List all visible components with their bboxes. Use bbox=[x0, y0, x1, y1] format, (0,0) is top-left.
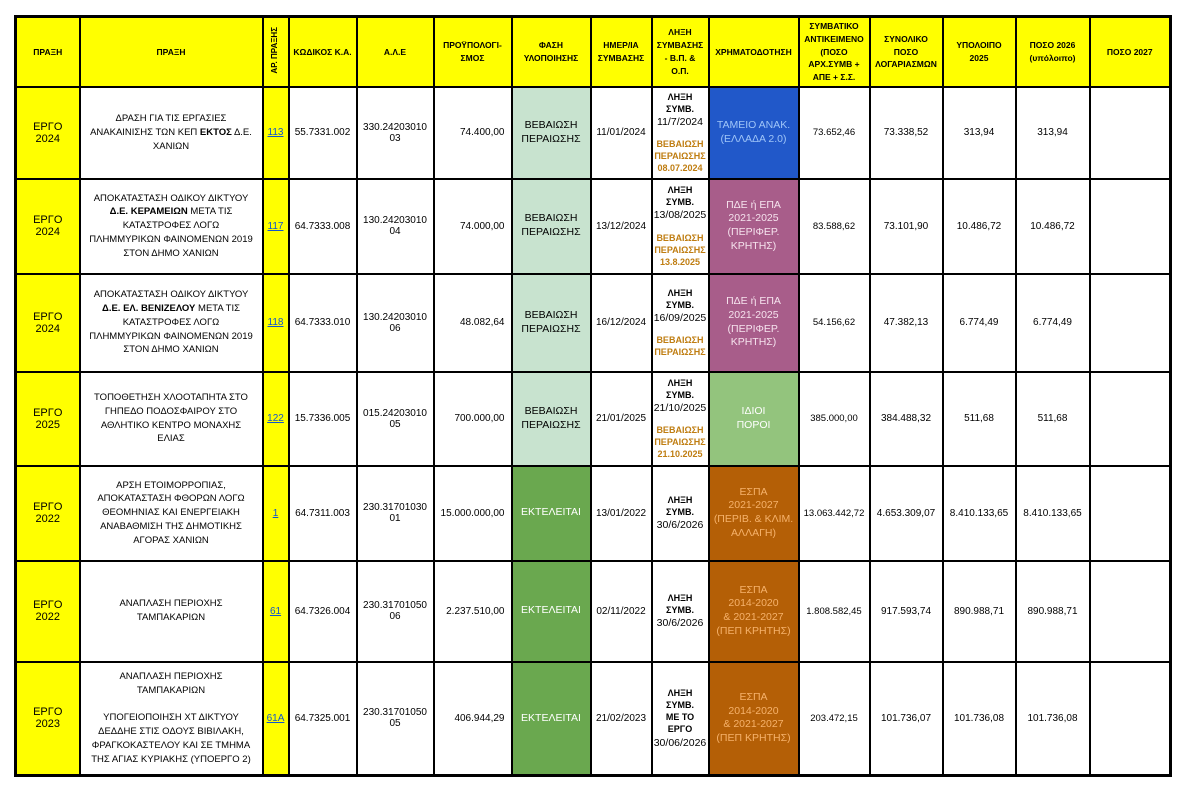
funding-line: ΤΑΜΕΙΟ ΑΝΑΚ. bbox=[716, 119, 791, 132]
praxis-number-link[interactable]: 1 bbox=[272, 507, 279, 519]
cell-total-accounts: 384.488,32 bbox=[870, 372, 943, 466]
funding-line: ΕΣΠΑ bbox=[739, 583, 768, 596]
description-paragraph bbox=[87, 479, 256, 548]
cell-project-description bbox=[80, 179, 263, 274]
funding-line: 2014-2020 bbox=[728, 704, 779, 717]
cell-remainder-2025: 10.486,72 bbox=[943, 179, 1016, 274]
cell-total-accounts: 73.338,52 bbox=[870, 87, 943, 179]
cell-amount-2026: 10.486,72 bbox=[1016, 179, 1090, 274]
completion-note: 13.8.2025 bbox=[659, 256, 701, 267]
funding-source-cell bbox=[709, 662, 799, 776]
cell-contract-date: 13/12/2024 bbox=[591, 179, 652, 274]
column-header-label: ΠΟΣΟ 2027 bbox=[1106, 46, 1153, 57]
column-header-label: ΦΑΣΗ ΥΛΟΠΟΙΗΣΗΣ bbox=[523, 40, 579, 63]
cell-amount-2026: 511,68 bbox=[1016, 372, 1090, 466]
header-row bbox=[16, 17, 1171, 87]
cell-ergo-year: ΕΡΓΟ 2022 bbox=[16, 466, 80, 561]
cell-ergo-year: ΕΡΓΟ 2024 bbox=[16, 87, 80, 179]
cell-project-description bbox=[80, 561, 263, 662]
cell-kodikos-ka: 15.7336.005 bbox=[289, 372, 357, 466]
cell-total-accounts: 47.382,13 bbox=[870, 274, 943, 372]
spacer bbox=[654, 223, 707, 232]
funding-line: ΠΔΕ ή ΕΠΑ bbox=[726, 295, 781, 308]
expiry-label: ΛΗΞΗ bbox=[667, 494, 693, 505]
cell-budget: 48.082,64 bbox=[434, 274, 512, 372]
spacer bbox=[654, 325, 707, 334]
column-header-desc bbox=[80, 17, 263, 87]
cell-amount-2027 bbox=[1090, 372, 1171, 466]
cell-kodikos-ka: 64.7311.003 bbox=[289, 466, 357, 561]
cell-contract-date: 21/01/2025 bbox=[591, 372, 652, 466]
completion-note: ΠΕΡΑΙΩΣΗΣ bbox=[654, 244, 706, 255]
expiry-label: ΣΥΜΒ. bbox=[666, 103, 694, 114]
funding-source-cell bbox=[709, 466, 799, 561]
cell-contract-expiry bbox=[652, 662, 709, 776]
cell-contract-date: 16/12/2024 bbox=[591, 274, 652, 372]
cell-project-description bbox=[80, 372, 263, 466]
phase-status-badge: ΒΕΒΑΙΩΣΗ ΠΕΡΑΙΩΣΗΣ bbox=[512, 87, 591, 179]
expiry-date: 16/09/2025 bbox=[653, 312, 707, 325]
cell-contract-expiry bbox=[652, 466, 709, 561]
column-header-label: ΠΡΟΫΠΟΛΟΓΙ-ΣΜΟΣ bbox=[443, 40, 502, 63]
expiry-date: 30/6/2026 bbox=[656, 519, 704, 532]
funding-line: (ΠΕΡΙΦΕΡ. bbox=[727, 322, 780, 335]
expiry-label: ΛΗΞΗ bbox=[667, 287, 693, 298]
praxis-number-link[interactable]: 61Α bbox=[266, 712, 285, 724]
cell-contract-date: 11/01/2024 bbox=[591, 87, 652, 179]
cell-budget: 74.000,00 bbox=[434, 179, 512, 274]
praxis-number-link[interactable]: 118 bbox=[267, 317, 284, 329]
column-header-date bbox=[591, 17, 652, 87]
cell-remainder-2025: 8.410.133,65 bbox=[943, 466, 1016, 561]
funding-line: 2021-2025 bbox=[728, 308, 779, 321]
column-header-ar bbox=[263, 17, 289, 87]
column-header-label: ΠΟΣΟ 2026 (υπόλοιπο) bbox=[1029, 40, 1076, 63]
cell-contract-expiry bbox=[652, 274, 709, 372]
cell-kodikos-ka: 64.7333.008 bbox=[289, 179, 357, 274]
description-text: ΔΡΑΣΗ ΓΙΑ ΤΙΣ ΕΡΓΑΣΙΕΣ ΑΝΑΚΑΙΝΙΣΗΣ ΤΩΝ ΚΕΠ bbox=[90, 113, 227, 138]
phase-status-badge: ΒΕΒΑΙΩΣΗ ΠΕΡΑΙΩΣΗΣ bbox=[512, 274, 591, 372]
funding-source-cell bbox=[709, 274, 799, 372]
praxis-number-link[interactable]: 113 bbox=[267, 127, 284, 139]
cell-contract-expiry bbox=[652, 372, 709, 466]
column-header-phase bbox=[512, 17, 591, 87]
cell-project-description bbox=[80, 87, 263, 179]
cell-praxis-number bbox=[263, 274, 289, 372]
expiry-label: ΜΕ ΤΟ ΕΡΓΟ bbox=[665, 712, 695, 735]
cell-kodikos-ka: 55.7331.002 bbox=[289, 87, 357, 179]
description-text: ΤΟΠΟΘΕΤΗΣΗ ΧΛΟΟΤΑΠΗΤΑ ΣΤΟ ΓΗΠΕΔΟ ΠΟΔΟΣΦΑΙΡΟΥ ΣΤΟ ΑΘΛΗΤΙΚΟ ΚΕΝΤΡΟ ΜΟΝΑΧΗΣ ΕΛΙΑΣ bbox=[94, 392, 248, 445]
funding-line: 2021-2027 bbox=[728, 499, 779, 512]
cell-kodikos-ka: 64.7333.010 bbox=[289, 274, 357, 372]
cell-ale: 130.2420301004 bbox=[357, 179, 434, 274]
funding-line: & 2021-2027 bbox=[723, 718, 784, 731]
phase-status-badge: ΕΚΤΕΛΕΙΤΑΙ bbox=[512, 561, 591, 662]
description-text: ΑΠΟΚΑΤΑΣΤΑΣΗ ΟΔΙΚΟΥ ΔΙΚΤΥΟΥ bbox=[93, 192, 249, 204]
cell-praxis-number bbox=[263, 372, 289, 466]
funding-line: 2021-2025 bbox=[728, 212, 779, 225]
description-paragraph bbox=[87, 670, 256, 698]
cell-amount-2026: 6.774,49 bbox=[1016, 274, 1090, 372]
cell-contract-amount: 13.063.442,72 bbox=[799, 466, 870, 561]
completion-note: 08.07.2024 bbox=[657, 163, 703, 174]
cell-ergo-year: ΕΡΓΟ 2023 bbox=[16, 662, 80, 776]
cell-ergo-year: ΕΡΓΟ 2024 bbox=[16, 179, 80, 274]
description-paragraph bbox=[87, 597, 256, 625]
phase-status-badge: ΒΕΒΑΙΩΣΗ ΠΕΡΑΙΩΣΗΣ bbox=[512, 372, 591, 466]
funding-line: ΚΡΗΤΗΣ) bbox=[730, 239, 777, 252]
cell-total-accounts: 917.593,74 bbox=[870, 561, 943, 662]
column-header-label: ΧΡΗΜΑΤΟΔΟΤΗΣΗ bbox=[715, 46, 792, 57]
column-header-expiry bbox=[652, 17, 709, 87]
column-header-label: ΣΥΜΒΑΤΙΚΟ ΑΝΤΙΚΕΙΜΕΝΟ (ΠΟΣΟ ΑΡΧ.ΣΥΜΒ + ΑΠΕ + Σ.Σ. bbox=[804, 21, 864, 82]
completion-note: ΠΕΡΑΙΩΣΗΣ bbox=[654, 437, 706, 448]
cell-ergo-year: ΕΡΓΟ 2025 bbox=[16, 372, 80, 466]
cell-praxis-number bbox=[263, 662, 289, 776]
cell-amount-2026: 101.736,08 bbox=[1016, 662, 1090, 776]
cell-contract-expiry bbox=[652, 87, 709, 179]
expiry-label: ΛΗΞΗ bbox=[667, 592, 693, 603]
spacer bbox=[654, 129, 707, 138]
column-header-amt2027 bbox=[1090, 17, 1171, 87]
column-header-amt2026 bbox=[1016, 17, 1090, 87]
funding-line: & 2021-2027 bbox=[723, 611, 784, 624]
praxis-number-link[interactable]: 117 bbox=[267, 220, 284, 232]
cell-contract-amount: 385.000,00 bbox=[799, 372, 870, 466]
cell-budget: 700.000,00 bbox=[434, 372, 512, 466]
cell-praxis-number bbox=[263, 179, 289, 274]
table-row bbox=[16, 662, 1171, 776]
cell-amount-2027 bbox=[1090, 179, 1171, 274]
description-paragraph bbox=[87, 288, 256, 357]
cell-contract-amount: 73.652,46 bbox=[799, 87, 870, 179]
funding-line: (ΠΕΠ ΚΡΗΤΗΣ) bbox=[716, 624, 791, 637]
description-paragraph bbox=[87, 192, 256, 261]
cell-budget: 74.400,00 bbox=[434, 87, 512, 179]
column-header-label: ΥΠΟΛΟΙΠΟ 2025 bbox=[956, 40, 1002, 63]
cell-remainder-2025: 890.988,71 bbox=[943, 561, 1016, 662]
table-row bbox=[16, 561, 1171, 662]
funding-line: ΑΛΛΑΓΗ) bbox=[731, 526, 776, 539]
description-text: ΑΝΑΠΛΑΣΗ ΠΕΡΙΟΧΗΣ ΤΑΜΠΑΚΑΡΙΩΝ bbox=[119, 671, 223, 697]
description-paragraph bbox=[87, 391, 256, 446]
cell-ale: 015.2420301005 bbox=[357, 372, 434, 466]
funding-source-cell bbox=[709, 87, 799, 179]
cell-project-description bbox=[80, 274, 263, 372]
column-header-label: ΠΡΑΞΗ bbox=[156, 46, 186, 57]
expiry-label: ΛΗΞΗ bbox=[667, 688, 693, 698]
cell-amount-2026: 313,94 bbox=[1016, 87, 1090, 179]
funding-line: ΠΟΡΟΙ bbox=[736, 418, 771, 431]
cell-amount-2026: 8.410.133,65 bbox=[1016, 466, 1090, 561]
cell-remainder-2025: 6.774,49 bbox=[943, 274, 1016, 372]
funding-line: (ΠΕΡΙΦΕΡ. bbox=[727, 226, 780, 239]
phase-status-badge: ΒΕΒΑΙΩΣΗ ΠΕΡΑΙΩΣΗΣ bbox=[512, 179, 591, 274]
cell-budget: 406.944,29 bbox=[434, 662, 512, 776]
funding-source-cell bbox=[709, 372, 799, 466]
cell-ale: 230.3170103001 bbox=[357, 466, 434, 561]
cell-remainder-2025: 511,68 bbox=[943, 372, 1016, 466]
expiry-label: ΣΥΜΒ. bbox=[666, 389, 694, 400]
expiry-date: 11/7/2024 bbox=[657, 116, 703, 129]
completion-note: ΠΕΡΑΙΩΣΗΣ bbox=[654, 151, 706, 162]
praxis-number-link[interactable]: 61 bbox=[269, 605, 282, 617]
cell-contract-date: 02/11/2022 bbox=[591, 561, 652, 662]
table-row bbox=[16, 274, 1171, 372]
funding-line: 2014-2020 bbox=[728, 597, 779, 610]
funding-line: ΠΔΕ ή ΕΠΑ bbox=[726, 198, 781, 211]
cell-project-description bbox=[80, 662, 263, 776]
expiry-label: ΣΥΜΒ. bbox=[666, 507, 694, 518]
cell-budget: 2.237.510,00 bbox=[434, 561, 512, 662]
description-paragraph bbox=[87, 711, 256, 766]
funding-line: ΕΣΠΑ bbox=[739, 691, 768, 704]
expiry-label: ΛΗΞΗ bbox=[667, 377, 693, 388]
completion-note: 21.10.2025 bbox=[657, 449, 703, 460]
cell-remainder-2025: 101.736,08 bbox=[943, 662, 1016, 776]
cell-contract-date: 13/01/2022 bbox=[591, 466, 652, 561]
cell-project-description bbox=[80, 466, 263, 561]
expiry-date: 13/08/2025 bbox=[653, 209, 707, 222]
cell-contract-amount: 54.156,62 bbox=[799, 274, 870, 372]
completion-note: ΠΕΡΑΙΩΣΗΣ bbox=[654, 347, 706, 358]
completion-note: ΒΕΒΑΙΩΣΗ bbox=[656, 335, 704, 346]
funding-source-cell bbox=[709, 179, 799, 274]
expiry-label: ΣΥΜΒ. bbox=[666, 197, 694, 208]
expiry-date: 21/10/2025 bbox=[653, 401, 707, 414]
expiry-label: ΣΥΜΒ. bbox=[666, 700, 694, 711]
table-row bbox=[16, 179, 1171, 274]
funding-source-cell bbox=[709, 561, 799, 662]
phase-status-badge: ΕΚΤΕΛΕΙΤΑΙ bbox=[512, 662, 591, 776]
column-header-label: Α.Λ.Ε bbox=[383, 46, 407, 57]
expiry-label: ΛΗΞΗ bbox=[667, 185, 693, 196]
cell-ergo-year: ΕΡΓΟ 2022 bbox=[16, 561, 80, 662]
cell-remainder-2025: 313,94 bbox=[943, 87, 1016, 179]
column-header-funding bbox=[709, 17, 799, 87]
cell-amount-2026: 890.988,71 bbox=[1016, 561, 1090, 662]
cell-budget: 15.000.000,00 bbox=[434, 466, 512, 561]
cell-kodikos-ka: 64.7326.004 bbox=[289, 561, 357, 662]
expiry-date: 30/6/2026 bbox=[656, 617, 704, 630]
description-text: ΕΚΤΟΣ bbox=[199, 126, 232, 138]
column-header-label: ΠΡΑΞΗ bbox=[33, 46, 63, 57]
column-header-label: ΚΩΔΙΚΟΣ Κ.Α. bbox=[293, 46, 352, 57]
description-text: ΜΕΤΑ ΤΙΣ ΚΑΤΑΣΤΡΟΦΕΣ ΛΟΓΩ ΠΛΗΜΜΥΡΙΚΩΝ ΦΑΙΝΟΜΕΝΩΝ 2019 ΣΤΟΝ ΔΗΜΟ ΧΑΝΙΩΝ bbox=[89, 206, 253, 259]
cell-amount-2027 bbox=[1090, 561, 1171, 662]
funding-line: ΙΔΙΟΙ bbox=[741, 404, 766, 417]
expiry-label: ΣΥΜΒ. bbox=[666, 299, 694, 310]
completion-note: ΒΕΒΑΙΩΣΗ bbox=[656, 425, 704, 436]
cell-contract-expiry bbox=[652, 561, 709, 662]
cell-praxis-number bbox=[263, 561, 289, 662]
column-header-label: ΑΡ. ΠΡΑΞΗΣ bbox=[270, 26, 280, 74]
cell-amount-2027 bbox=[1090, 466, 1171, 561]
column-header-ergo bbox=[16, 17, 80, 87]
cell-contract-expiry bbox=[652, 179, 709, 274]
column-header-budget bbox=[434, 17, 512, 87]
expiry-label: ΣΥΜΒ. bbox=[666, 605, 694, 616]
description-text: ΑΡΣΗ ΕΤΟΙΜΟΡΡΟΠΙΑΣ, ΑΠΟΚΑΤΑΣΤΑΣΗ ΦΘΟΡΩΝ ΛΟΓΩ ΘΕΟΜΗΝΙΑΣ ΚΑΙ ΕΝΕΡΓΕΙΑΚΗ ΑΝΑΒΑΘΜΙΣΗ ΤΗΣ ΔΗΜΟΤΙΚΗΣ ΑΓΟΡΑΣ ΧΑΝΙΩΝ bbox=[97, 479, 245, 546]
cell-amount-2027 bbox=[1090, 662, 1171, 776]
projects-table bbox=[14, 15, 1172, 777]
funding-line: ΚΡΗΤΗΣ) bbox=[730, 336, 777, 349]
description-paragraph bbox=[87, 112, 256, 153]
expiry-date: 30/06/2026 bbox=[653, 736, 707, 749]
column-header-ale bbox=[357, 17, 434, 87]
description-text: ΥΠΟΓΕΙΟΠΟΙΗΣΗ ΧΤ ΔΙΚΤΥΟΥ ΔΕΔΔΗΕ ΣΤΙΣ ΟΔΟΥΣ ΒΙΒΙΛΑΚΗ, ΦΡΑΓΚΟΚΑΣΤΕΛΟΥ ΚΑΙ ΣΕ ΤΜΗΜΑ ΤΗΣ ΑΓΙΑΣ ΚΥΡΙΑΚΗΣ (ΥΠΟΕΡΓΟ 2) bbox=[91, 712, 251, 765]
cell-total-accounts: 101.736,07 bbox=[870, 662, 943, 776]
cell-total-accounts: 73.101,90 bbox=[870, 179, 943, 274]
cell-kodikos-ka: 64.7325.001 bbox=[289, 662, 357, 776]
column-header-label: ΣΥΝΟΛΙΚΟ ΠΟΣΟ ΛΟΓΑΡΙΑΣΜΩΝ bbox=[875, 33, 937, 70]
completion-note: ΒΕΒΑΙΩΣΗ bbox=[656, 139, 704, 150]
cell-amount-2027 bbox=[1090, 87, 1171, 179]
cell-contract-amount: 203.472,15 bbox=[799, 662, 870, 776]
cell-praxis-number bbox=[263, 87, 289, 179]
column-header-label: ΗΜΕΡ/ΙΑ ΣΥΜΒΑΣΗΣ bbox=[597, 40, 645, 63]
spacer bbox=[654, 415, 707, 424]
phase-status-badge: ΕΚΤΕΛΕΙΤΑΙ bbox=[512, 466, 591, 561]
column-header-accounts bbox=[870, 17, 943, 87]
cell-contract-amount: 83.588,62 bbox=[799, 179, 870, 274]
completion-note: ΒΕΒΑΙΩΣΗ bbox=[656, 232, 704, 243]
cell-ergo-year: ΕΡΓΟ 2024 bbox=[16, 274, 80, 372]
table-row bbox=[16, 87, 1171, 179]
column-header-contract bbox=[799, 17, 870, 87]
description-text: Δ.Ε. ΧΑΝΙΩΝ bbox=[152, 126, 252, 152]
cell-contract-date: 21/02/2023 bbox=[591, 662, 652, 776]
cell-contract-amount: 1.808.582,45 bbox=[799, 561, 870, 662]
funding-line: (ΠΕΡΙΒ. & ΚΛΙΜ. bbox=[713, 513, 794, 526]
cell-praxis-number bbox=[263, 466, 289, 561]
column-header-kodikos bbox=[289, 17, 357, 87]
table-row bbox=[16, 372, 1171, 466]
cell-ale: 230.3170105006 bbox=[357, 561, 434, 662]
description-text: ΑΠΟΚΑΤΑΣΤΑΣΗ ΟΔΙΚΟΥ ΔΙΚΤΥΟΥ bbox=[93, 289, 249, 301]
praxis-number-link[interactable]: 122 bbox=[267, 413, 284, 425]
cell-ale: 330.2420301003 bbox=[357, 87, 434, 179]
funding-line: (ΕΛΛΑΔΑ 2.0) bbox=[720, 132, 787, 145]
description-text: ΜΕΤΑ ΤΙΣ ΚΑΤΑΣΤΡΟΦΕΣ ΛΟΓΩ ΠΛΗΜΜΥΡΙΚΩΝ ΦΑΙΝΟΜΕΝΩΝ 2019 ΣΤΟΝ ΔΗΜΟ ΧΑΝΙΩΝ bbox=[89, 302, 253, 356]
table-row bbox=[16, 466, 1171, 561]
cell-ale: 230.3170105005 bbox=[357, 662, 434, 776]
funding-line: (ΠΕΠ ΚΡΗΤΗΣ) bbox=[716, 732, 791, 745]
column-header-label: ΛΗΞΗ ΣΥΜΒΑΣΗΣ - Β.Π. & Ο.Π. bbox=[656, 27, 704, 76]
cell-amount-2027 bbox=[1090, 274, 1171, 372]
description-text: ΑΝΑΠΛΑΣΗ ΠΕΡΙΟΧΗΣ ΤΑΜΠΑΚΑΡΙΩΝ bbox=[119, 598, 223, 624]
description-text: Δ.Ε. ΕΛ. ΒΕΝΙΖΕΛΟΥ bbox=[101, 302, 196, 314]
description-text: Δ.Ε. ΚΕΡΑΜΕΙΩΝ bbox=[109, 206, 188, 218]
funding-line: ΕΣΠΑ bbox=[739, 485, 768, 498]
cell-total-accounts: 4.653.309,07 bbox=[870, 466, 943, 561]
column-header-rem2025 bbox=[943, 17, 1016, 87]
cell-ale: 130.2420301006 bbox=[357, 274, 434, 372]
expiry-label: ΛΗΞΗ bbox=[667, 91, 693, 102]
